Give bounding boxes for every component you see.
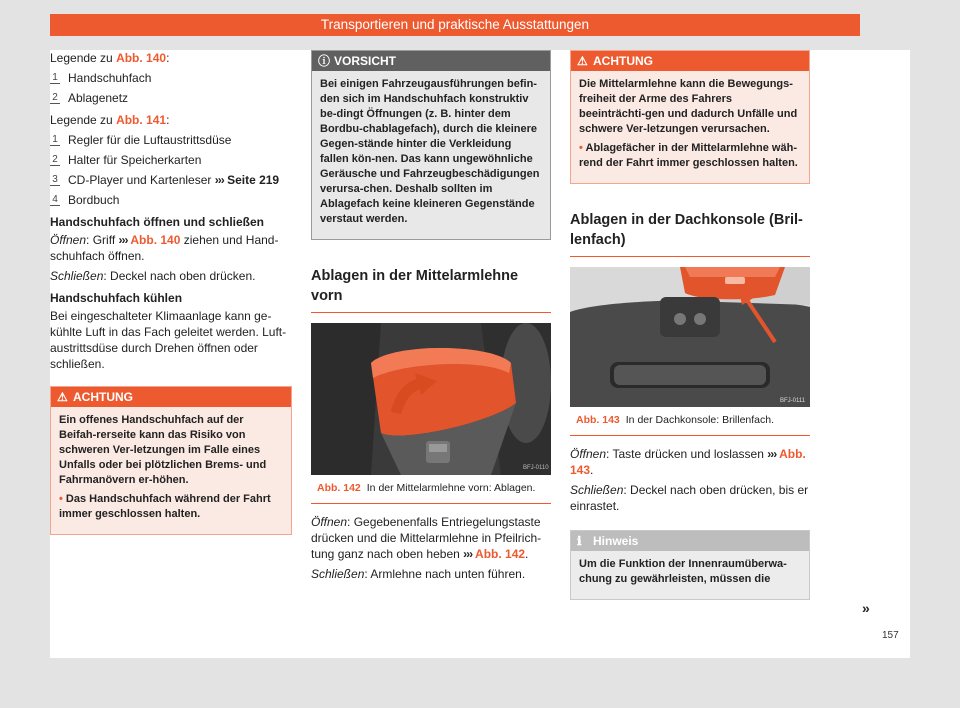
header-title: Transportieren und praktische Ausstattungen: [320, 17, 590, 32]
subheading: Handschuhfach öffnen und schließen: [50, 215, 265, 229]
roof-console-illustration: [570, 267, 810, 407]
ref-abb-142[interactable]: Abb. 142: [472, 547, 526, 561]
warning-box: ⚠ ACHTUNG Ein offenes Handschuhfach auf der Beifah-rerseite kann das Risiko von schweren Ver-letzungen im Falle eines Unfalls oder bei plötzlichen Brems- und Fahrmanövern er-höhen. • Das Handschuhfach während der Fahrt immer geschlossen halten.: [50, 386, 292, 535]
figure-143: [570, 267, 810, 407]
warning-box: ⚠ ACHTUNG Die Mittelarmlehne kann die Bewegungs-freiheit der Arme des Fahrers beeinträchti-gen und dadurch Unfälle und schwere Ver-letzungen verursachen. • Ablagefächer in der Mittelarmlehne wäh-rend der Fahrt immer geschlossen halten.: [570, 50, 810, 184]
link-seite-219[interactable]: Seite 219: [223, 173, 280, 187]
column-1: [50, 50, 292, 535]
caution-box: ⓘ VORSICHT Bei einigen Fahrzeugausführungen befin-den sich im Handschuhfach konstruktiv be-dingt Öffnungen (z. B. hinter dem Bordbu-chablagefach), durch die kleinere Gegen-stände hinter die Verkleidung fallen kön-nen. Das kann ungewöhnliche Geräusche und Fahrzeugbeschädigungen verursa-chen. Deshalb sollten im Ablagefach keine kleineren Gegenstände verstaut werden.: [311, 50, 551, 240]
note-box: ℹ Hinweis Um die Funktion der Innenraumüberwa-chung zu gewährleisten, müssen die: [570, 530, 810, 600]
continue-marker: »: [862, 600, 870, 616]
page-number: 157: [882, 630, 899, 641]
ref-abb-143[interactable]: Abb. 143: [570, 447, 806, 477]
column-2: [311, 50, 551, 586]
section-heading: Ablagen in der Dachkonsole (Bril-lenfach): [570, 210, 810, 257]
list-item: 2 Ablagenetz: [50, 90, 292, 106]
figure-code: BFJ-0111: [780, 398, 806, 404]
paragraph-close: Schließen: Deckel nach oben drücken, bis er einrastet.: [570, 483, 809, 513]
info-icon: ℹ: [577, 534, 582, 548]
armrest-illustration: [311, 323, 551, 475]
figure-142: [311, 323, 551, 475]
caution-circle-icon: ⓘ: [318, 54, 331, 68]
figure-caption: Abb. 142 In der Mittelarmlehne vorn: Ablagen.: [311, 475, 551, 504]
figure-code: BFJ-0110: [523, 465, 549, 471]
page-header: [50, 14, 860, 36]
paragraph-open: Öffnen: Gegebenenfalls Entriegelungstaste drücken und die Mittelarmlehne in Pfeilrich-tung ganz nach oben heben ››› Abb. 142.: [311, 515, 542, 561]
paragraph-close: Schließen: Deckel nach oben drücken.: [50, 269, 256, 283]
legend-141: Legende zu Abb. 141:: [50, 113, 170, 127]
bullet-icon: •: [59, 493, 66, 505]
subheading: Handschuhfach kühlen: [50, 291, 183, 305]
warning-triangle-icon: ⚠: [577, 54, 588, 68]
list-item: 4 Bordbuch: [50, 192, 292, 208]
list-item: 3 CD-Player und Kartenleser ››› Seite 219: [50, 172, 292, 188]
section-heading: Ablagen in der Mittelarmlehne vorn: [311, 266, 551, 313]
paragraph-close: Schließen: Armlehne nach unten führen.: [311, 567, 526, 581]
legend-140: Legende zu Abb. 140:: [50, 51, 170, 65]
column-3: [570, 50, 810, 600]
paragraph-cool: Bei eingeschalteter Klimaanlage kann ge-kühlte Luft in das Fach geleitet werden. Luft-austrittsdüse durch Drehen öffnen oder schließen.: [50, 309, 287, 371]
ref-abb-140[interactable]: Abb. 140: [116, 51, 167, 65]
list-item: 1 Handschuhfach: [50, 70, 292, 86]
warning-triangle-icon: ⚠: [57, 390, 68, 404]
ref-abb-141[interactable]: Abb. 141: [116, 113, 167, 127]
paragraph-open: Öffnen: Taste drücken und loslassen ››› Abb. 143.: [570, 447, 806, 477]
paragraph-open: Öffnen: Griff ››› Abb. 140 ziehen und Hand-schuhfach öffnen.: [50, 233, 279, 263]
bullet-icon: •: [579, 142, 586, 154]
figure-caption: Abb. 143 In der Dachkonsole: Brillenfach.: [570, 407, 810, 436]
list-item: 1 Regler für die Luftaustrittsdüse: [50, 132, 292, 148]
list-item: 2 Halter für Speicherkarten: [50, 152, 292, 168]
ref-abb-140[interactable]: Abb. 140: [127, 233, 181, 247]
